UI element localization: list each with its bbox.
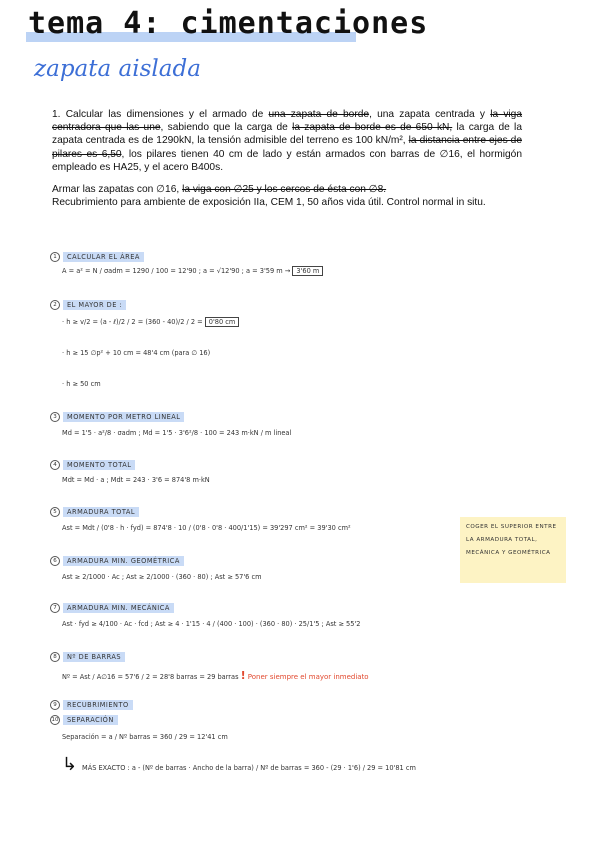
section-number: 7 bbox=[50, 603, 60, 613]
area-formula-text: A = a² = N / σadm = 1290 / 100 = 12'90 ; a = √12'90 ; a = 3'59 m → bbox=[62, 267, 291, 275]
page-subtitle: zapata aislada bbox=[34, 56, 201, 82]
section-label: RECUBRIMIENTO bbox=[63, 700, 133, 710]
section-number: 6 bbox=[50, 556, 60, 566]
warning-icon: ! bbox=[240, 669, 246, 682]
section-number: 1 bbox=[50, 252, 60, 262]
text-segment: la carga de la zapata centrada es de 1290kN, la tensión admisible del terreno es 100 kN/m², bbox=[52, 122, 522, 147]
h-result: 0'80 cm bbox=[205, 317, 240, 327]
h-condition-1-text: · h ≥ v/2 = (a - ℓ)/2 / 2 = (360 - 40)/2 / 2 = bbox=[62, 318, 203, 326]
ast-formula: Ast = Mdt / (0'8 · h · fyd) = 874'8 · 10 / (0'8 · 0'8 · 400/1'15) = 39'297 cm² = 39'30 cm² bbox=[62, 524, 351, 532]
text-segment: , sabiendo que la carga de bbox=[160, 122, 293, 134]
section-momento-total bbox=[50, 460, 135, 470]
text-segment: , una zapata centrada y bbox=[369, 109, 491, 120]
md-formula: Md = 1'5 · a²/8 · σadm ; Md = 1'5 · 3'6²/8 · 100 = 243 m·kN / m lineal bbox=[62, 429, 292, 437]
section-number: 4 bbox=[50, 460, 60, 470]
problem-paragraph-3: Recubrimiento para ambiente de exposición IIa, CEM 1, 50 años vida útil. Control normal in situ. bbox=[52, 197, 486, 209]
section-label: ARMADURA MIN. GEOMÉTRICA bbox=[63, 556, 184, 566]
section-label: ARMADURA TOTAL bbox=[63, 507, 139, 517]
struck-text: la distancia entre ejes de pilares es 6,50 bbox=[52, 135, 522, 160]
section-el-mayor bbox=[50, 300, 126, 310]
section-number: 10 bbox=[51, 717, 59, 723]
section-calcular-area bbox=[50, 252, 144, 262]
area-result: 3'60 m bbox=[292, 266, 323, 276]
section-label: Nº DE BARRAS bbox=[63, 652, 125, 662]
mdt-formula: Mdt = Md · a ; Mdt = 243 · 3'6 = 874'8 m·kN bbox=[62, 476, 210, 484]
exact-formula-text: a - (Nº de barras · Ancho de la barra) / Nº de barras = 360 - (29 · 1'6) / 29 = 10'81 cm bbox=[131, 764, 416, 772]
section-number: 8 bbox=[50, 652, 60, 662]
problem-paragraph-2 bbox=[52, 183, 522, 196]
section-number: 5 bbox=[50, 507, 60, 517]
area-formula bbox=[62, 267, 323, 275]
section-label: SEPARACIÓN bbox=[63, 715, 118, 725]
section-label: MOMENTO TOTAL bbox=[63, 460, 135, 470]
section-number: 2 bbox=[50, 300, 60, 310]
section-label: CALCULAR EL ÁREA bbox=[63, 252, 144, 262]
bars-formula bbox=[62, 669, 369, 682]
section-number: 9 bbox=[50, 700, 60, 710]
struck-text: la viga con ∅25 y los cercos de ésta con ∅8. bbox=[182, 184, 387, 196]
section-label: ARMADURA MIN. MECÁNICA bbox=[63, 603, 174, 613]
exact-formula bbox=[82, 764, 416, 772]
section-label: EL MAYOR DE : bbox=[63, 300, 126, 310]
section-numero-barras bbox=[50, 652, 125, 662]
arrow-icon: ↳ bbox=[62, 754, 78, 774]
section-number: 3 bbox=[50, 412, 60, 422]
section-separacion bbox=[50, 715, 118, 725]
struck-text: la zapata de borde es de 650 kN, bbox=[292, 122, 453, 134]
sticky-note: COGER EL SUPERIOR ENTRE LA ARMADURA TOTAL, MECÁNICA Y GEOMÉTRICA bbox=[460, 517, 566, 583]
sep-formula: Separación = a / Nº barras = 360 / 29 = 12'41 cm bbox=[62, 733, 228, 741]
bars-formula-text: Nº = Ast / A∅16 = 57'6 / 2 = 28'8 barras = 29 barras bbox=[62, 673, 239, 681]
section-armadura-geometrica bbox=[50, 556, 184, 566]
problem-statement bbox=[52, 108, 522, 218]
page-title: tema 4: cimentaciones bbox=[28, 6, 429, 41]
exact-label: MÁS EXACTO : bbox=[82, 764, 130, 772]
h-condition-3: · h ≥ 50 cm bbox=[62, 380, 101, 388]
text-segment: , los pilares tienen 40 cm de lado y están armados con barras de ∅16, el hormigón empleado es HA25, y el acero B400s. bbox=[52, 148, 522, 173]
h-condition-2: · h ≥ 15 ∅p² + 10 cm = 48'4 cm (para ∅ 16) bbox=[62, 349, 211, 357]
section-recubrimiento bbox=[50, 700, 133, 710]
section-armadura-total bbox=[50, 507, 139, 517]
h-condition-1 bbox=[62, 318, 239, 326]
text-segment: Armar las zapatas con ∅16, bbox=[52, 184, 183, 196]
struck-text: la viga centradora que las une bbox=[52, 109, 523, 134]
section-armadura-mecanica bbox=[50, 603, 174, 613]
section-label: MOMENTO POR METRO LINEAL bbox=[63, 412, 184, 422]
bars-note: Poner siempre el mayor inmediato bbox=[247, 673, 369, 681]
ast-min-mec-formula: Ast · fyd ≥ 4/100 · Ac · fcd ; Ast ≥ 4 · 1'15 · 4 / (400 · 100) · (360 · 80) · 25/1'5 ; Ast ≥ 55'2 bbox=[62, 620, 361, 628]
ast-min-geo-formula: Ast ≥ 2/1000 · Ac ; Ast ≥ 2/1000 · (360 · 80) ; Ast ≥ 57'6 cm bbox=[62, 573, 262, 581]
problem-paragraph-1 bbox=[52, 108, 522, 174]
struck-text: una zapata de borde bbox=[268, 109, 370, 120]
text-segment: 1. Calcular las dimensiones y el armado de bbox=[52, 109, 269, 120]
section-momento-metro bbox=[50, 412, 184, 422]
